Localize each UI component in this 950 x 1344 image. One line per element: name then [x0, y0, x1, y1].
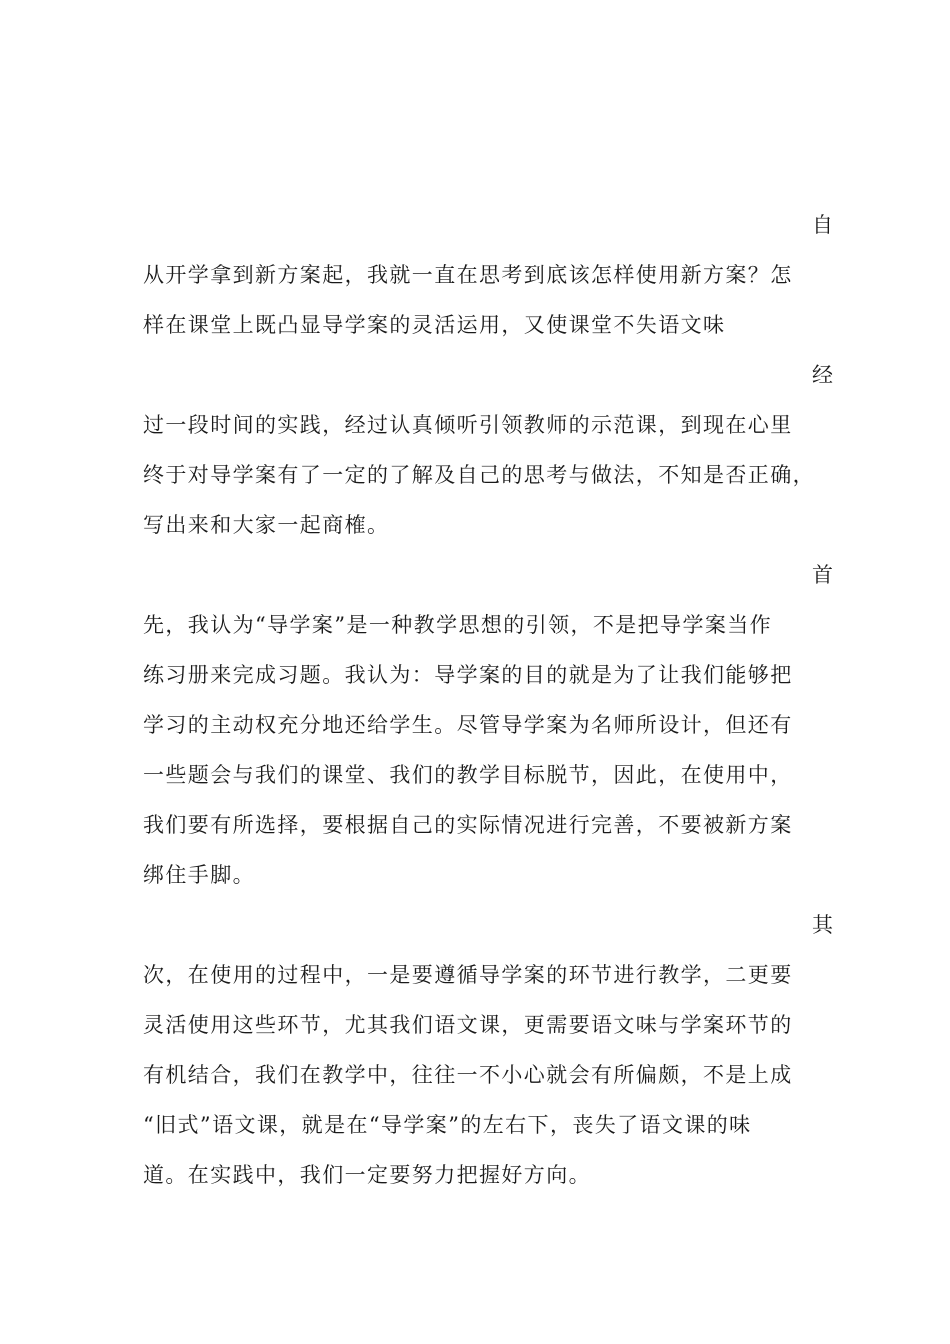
paragraph-line: 从开学拿到新方案起，我就一直在思考到底该怎样使用新方案？怎 [143, 263, 793, 287]
paragraph-line: 道。在实践中，我们一定要努力把握好方向。 [143, 1163, 591, 1187]
paragraph-line: 样在课堂上既凸显导学案的灵活运用，又使课堂不失语文味 [143, 313, 726, 337]
paragraph-line: 一些题会与我们的课堂、我们的教学目标脱节，因此，在使用中， [143, 763, 793, 787]
paragraph-initial: 其 [812, 913, 833, 937]
paragraph-line: 先，我认为“导学案”是一种教学思想的引领，不是把导学案当作 [143, 613, 773, 637]
paragraph-line: 过一段时间的实践，经过认真倾听引领教师的示范课，到现在心里 [143, 413, 793, 437]
paragraph-line: 写出来和大家一起商榷。 [143, 513, 390, 537]
paragraph-line: “旧式”语文课，就是在“导学案”的左右下，丧失了语文课的味 [143, 1113, 752, 1137]
paragraph-initial: 自 [812, 213, 833, 237]
paragraph-1 [143, 200, 833, 350]
paragraph-initial: 经 [812, 363, 833, 387]
paragraph-line: 绑住手脚。 [143, 863, 255, 887]
paragraph-line: 终于对导学案有了一定的了解及自己的思考与做法，不知是否正确， [143, 463, 815, 487]
paragraph-line: 灵活使用这些环节，尤其我们语文课，更需要语文味与学案环节的 [143, 1013, 793, 1037]
paragraph-line: 有机结合，我们在教学中，往往一不小心就会有所偏颇，不是上成 [143, 1063, 793, 1087]
paragraph-line: 次，在使用的过程中，一是要遵循导学案的环节进行教学，二更要 [143, 963, 793, 987]
paragraph-initial: 首 [812, 563, 833, 587]
paragraph-line: 我们要有所选择，要根据自己的实际情况进行完善，不要被新方案 [143, 813, 793, 837]
paragraph-line: 学习的主动权充分地还给学生。尽管导学案为名师所设计，但还有 [143, 713, 793, 737]
paragraph-4 [143, 900, 833, 1200]
paragraph-2 [143, 350, 833, 550]
paragraph-line: 练习册来完成习题。我认为：导学案的目的就是为了让我们能够把 [143, 663, 793, 687]
paragraph-3 [143, 550, 833, 900]
